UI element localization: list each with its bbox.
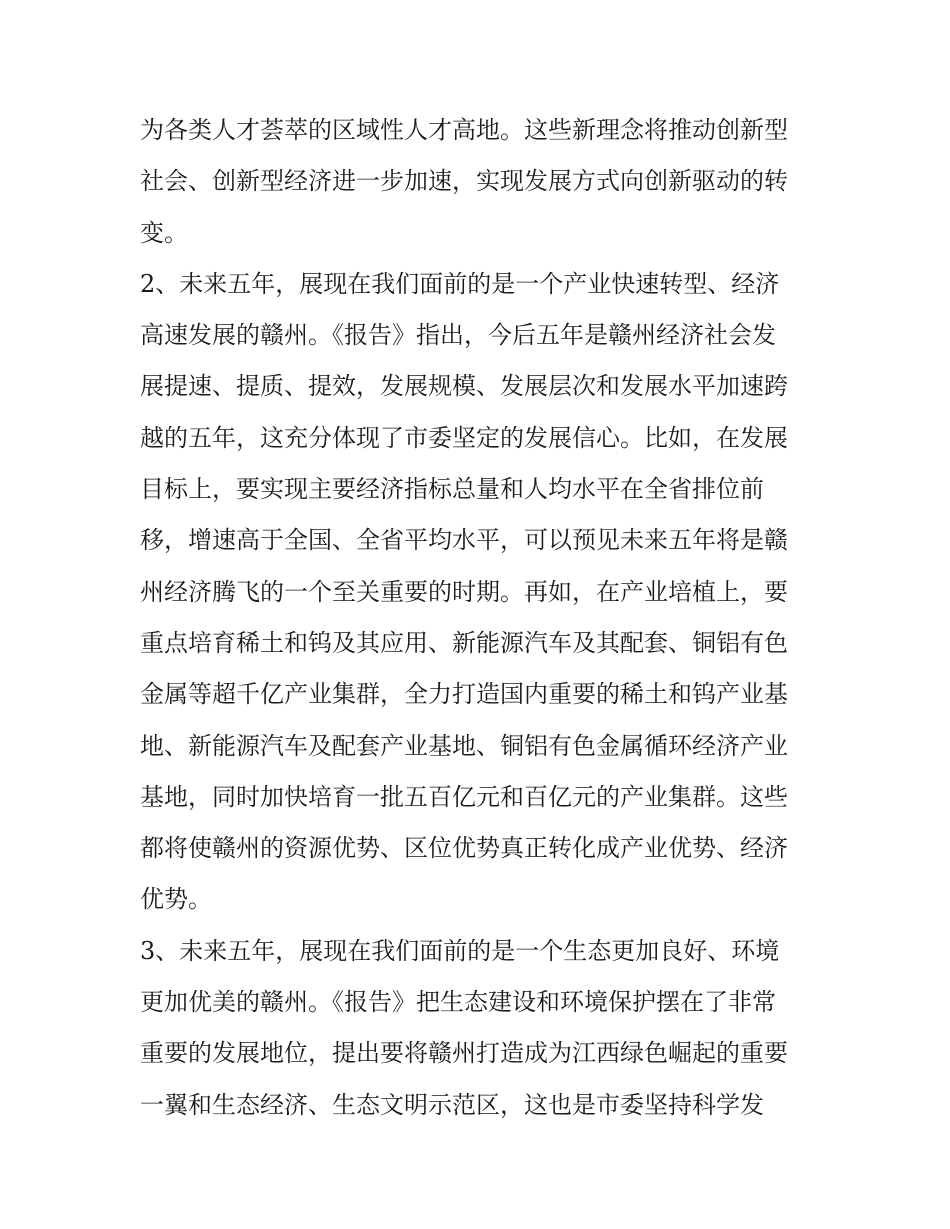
paragraph-2: [140, 259, 812, 926]
text-line: 都将使赣州的资源优势、区位优势真正转化成产业优势、经济: [140, 834, 788, 863]
text-line: 为各类人才荟萃的区域性人才高地。这些新理念将推动创新型: [140, 116, 788, 144]
text-line: 目标上，要实现主要经济指标总量和人均水平在全省排位前: [140, 475, 764, 504]
text-line: 移，增速高于全国、全省平均水平，可以预见未来五年将是赣: [140, 526, 788, 555]
text-line: 一翼和生态经济、生态文明示范区，这也是市委坚持科学发: [140, 1090, 764, 1119]
text-line: 优势。: [140, 885, 212, 914]
text-line: 展提速、提质、提效，发展规模、发展层次和发展水平加速跨: [140, 372, 788, 401]
text-line: 更加优美的赣州。《报告》把生态建设和环境保护摆在了非常: [140, 988, 776, 1017]
text-line: 金属等超千亿产业集群，全力打造国内重要的稀土和钨产业基: [140, 680, 788, 709]
text-line: 3、未来五年，展现在我们面前的是一个生态更加良好、环境: [140, 936, 780, 965]
text-line: 州经济腾飞的一个至关重要的时期。再如，在产业培植上，要: [140, 577, 788, 606]
text-line: 重要的发展地位，提出要将赣州打造成为江西绿色崛起的重要: [140, 1039, 788, 1068]
document-body: [140, 105, 812, 1131]
text-line: 社会、创新型经济进一步加速，实现发展方式向创新驱动的转: [140, 167, 788, 196]
text-line: 越的五年，这充分体现了市委坚定的发展信心。比如，在发展: [140, 423, 788, 452]
text-line: 地、新能源汽车及配套产业基地、铜铝有色金属循环经济产业: [140, 731, 788, 760]
text-line: 重点培育稀土和钨及其应用、新能源汽车及其配套、铜铝有色: [140, 628, 788, 657]
text-line: 基地，同时加快培育一批五百亿元和百亿元的产业集群。这些: [140, 782, 788, 811]
paragraph-3: [140, 926, 812, 1131]
text-line: 2、未来五年，展现在我们面前的是一个产业快速转型、经济: [140, 269, 780, 298]
text-line: 变。: [140, 218, 188, 247]
text-line: 高速发展的赣州。《报告》指出，今后五年是赣州经济社会发: [140, 321, 776, 350]
paragraph-1: [140, 105, 812, 259]
